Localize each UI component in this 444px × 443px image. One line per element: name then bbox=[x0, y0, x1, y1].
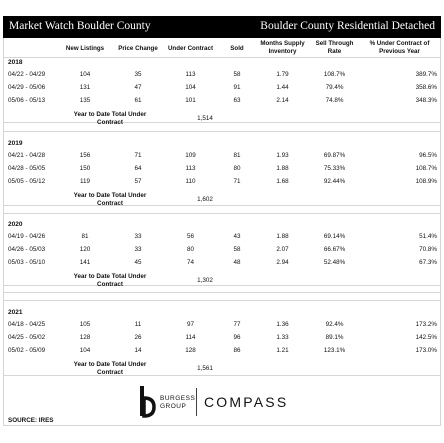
table-cell: 69.87% bbox=[323, 152, 346, 159]
table-cell: 104 bbox=[79, 71, 91, 78]
col-new-listings: New Listings bbox=[65, 45, 105, 52]
table-cell: 123.1% bbox=[323, 347, 346, 354]
table-cell: 96 bbox=[233, 334, 241, 341]
table-cell: 64 bbox=[134, 165, 142, 172]
table-cell: 109 bbox=[185, 152, 196, 159]
report-title: Market Watch Boulder County bbox=[9, 20, 151, 32]
row-date-range: 04/28 - 05/05 bbox=[8, 165, 46, 172]
table-cell: 86 bbox=[233, 347, 241, 354]
table-cell: 156 bbox=[79, 152, 91, 159]
col-months-supply: Months Supply Inventory bbox=[260, 40, 305, 55]
table-cell: 77 bbox=[233, 321, 241, 328]
ytd-label: Year to Date Total Under Contract bbox=[73, 273, 147, 288]
divider bbox=[3, 292, 441, 293]
table-cell: 66.67% bbox=[323, 246, 346, 253]
brand-logos bbox=[132, 382, 312, 422]
compass-text: COMPASS bbox=[204, 394, 289, 410]
table-cell: 120 bbox=[79, 246, 91, 253]
table-cell: 45 bbox=[134, 259, 142, 266]
burgess-text: BURGESS bbox=[160, 395, 196, 402]
row-date-range: 04/22 - 04/29 bbox=[8, 71, 46, 78]
row-date-range: 04/26 - 05/03 bbox=[8, 246, 46, 253]
table-cell: 1.93 bbox=[276, 152, 289, 159]
table-cell: 113 bbox=[185, 165, 196, 172]
table-cell: 56 bbox=[186, 233, 194, 240]
table-cell: 70.8% bbox=[419, 246, 437, 253]
col-pct-previous-year: % Under Contract of Previous Year bbox=[369, 40, 430, 55]
table-cell: 389.7% bbox=[415, 71, 437, 78]
table-cell: 75.33% bbox=[323, 165, 346, 172]
table-cell: 1.68 bbox=[276, 178, 289, 185]
row-date-range: 04/25 - 05/02 bbox=[8, 334, 46, 341]
table-cell: 92.4% bbox=[325, 321, 344, 328]
table-cell: 92.44% bbox=[323, 178, 346, 185]
table-cell: 57 bbox=[134, 178, 142, 185]
col-under-contract: Under Contract bbox=[167, 45, 214, 52]
table-cell: 58 bbox=[233, 246, 241, 253]
table-cell: 91 bbox=[233, 84, 241, 91]
table-cell: 81 bbox=[81, 233, 89, 240]
table-cell: 131 bbox=[79, 84, 91, 91]
table-cell: 74.8% bbox=[325, 97, 344, 104]
table-cell: 104 bbox=[185, 84, 196, 91]
row-date-range: 05/02 - 05/09 bbox=[8, 347, 46, 354]
table-cell: 51.4% bbox=[419, 233, 437, 240]
section-year: 2021 bbox=[8, 309, 23, 316]
table-cell: 69.14% bbox=[323, 233, 346, 240]
table-cell: 1.88 bbox=[276, 165, 289, 172]
ytd-value: 1,602 bbox=[197, 196, 213, 203]
table-cell: 141 bbox=[79, 259, 91, 266]
table-cell: 128 bbox=[185, 347, 196, 354]
ytd-label: Year to Date Total Under Contract bbox=[73, 111, 147, 126]
report-header bbox=[3, 16, 441, 38]
table-cell: 119 bbox=[79, 178, 91, 185]
table-cell: 80 bbox=[233, 165, 241, 172]
table-cell: 33 bbox=[134, 246, 142, 253]
col-sell-through: Sell Through Rate bbox=[315, 40, 354, 55]
table-cell: 52.48% bbox=[323, 259, 346, 266]
table-cell: 97 bbox=[186, 321, 194, 328]
table-cell: 2.94 bbox=[276, 259, 289, 266]
table-cell: 108.7% bbox=[323, 71, 346, 78]
table-cell: 80 bbox=[186, 246, 194, 253]
table-cell: 47 bbox=[134, 84, 142, 91]
divider bbox=[3, 300, 441, 301]
table-cell: 67.3% bbox=[419, 259, 437, 266]
table-cell: 101 bbox=[185, 97, 196, 104]
table-cell: 1.33 bbox=[276, 334, 289, 341]
logo-separator bbox=[196, 388, 197, 416]
table-cell: 33 bbox=[134, 233, 142, 240]
table-cell: 81 bbox=[233, 152, 241, 159]
table-cell: 71 bbox=[134, 152, 142, 159]
table-cell: 142.5% bbox=[415, 334, 437, 341]
table-cell: 113 bbox=[185, 71, 196, 78]
table-cell: 58 bbox=[233, 71, 241, 78]
ytd-value: 1,561 bbox=[197, 365, 213, 372]
table-cell: 14 bbox=[134, 347, 142, 354]
table-cell: 89.1% bbox=[325, 334, 344, 341]
table-cell: 2.07 bbox=[276, 246, 289, 253]
row-date-range: 04/18 - 04/25 bbox=[8, 321, 46, 328]
table-cell: 79.4% bbox=[325, 84, 344, 91]
table-cell: 1.79 bbox=[276, 71, 289, 78]
section-year: 2020 bbox=[8, 221, 23, 228]
table-cell: 110 bbox=[185, 178, 196, 185]
section-year: 2018 bbox=[8, 59, 23, 66]
table-cell: 61 bbox=[134, 97, 142, 104]
table-cell: 1.21 bbox=[276, 347, 289, 354]
table-cell: 96.5% bbox=[419, 152, 437, 159]
col-price-change: Price Change bbox=[118, 45, 158, 52]
burgess-mark-bowl bbox=[144, 398, 154, 416]
ytd-value: 1,514 bbox=[197, 115, 213, 122]
table-cell: 74 bbox=[186, 259, 194, 266]
group-text: GROUP bbox=[160, 403, 187, 410]
table-cell: 108.9% bbox=[415, 178, 437, 185]
table-cell: 173.0% bbox=[415, 347, 437, 354]
table-cell: 63 bbox=[233, 97, 241, 104]
row-date-range: 05/06 - 05/13 bbox=[8, 97, 46, 104]
table-cell: 43 bbox=[233, 233, 241, 240]
table-cell: 173.2% bbox=[415, 321, 437, 328]
table-cell: 105 bbox=[79, 321, 91, 328]
divider bbox=[3, 213, 441, 214]
table-cell: 35 bbox=[134, 71, 142, 78]
table-cell: 358.6% bbox=[415, 84, 437, 91]
ytd-value: 1,302 bbox=[197, 277, 213, 284]
row-date-range: 05/03 - 05/10 bbox=[8, 259, 46, 266]
row-date-range: 05/05 - 05/12 bbox=[8, 178, 46, 185]
logo-graphic bbox=[132, 382, 312, 422]
table-cell: 150 bbox=[79, 165, 91, 172]
ytd-label: Year to Date Total Under Contract bbox=[73, 192, 147, 207]
table-cell: 2.14 bbox=[276, 97, 289, 104]
divider bbox=[3, 57, 441, 58]
row-date-range: 04/29 - 05/06 bbox=[8, 84, 46, 91]
table-cell: 348.3% bbox=[415, 97, 437, 104]
table-cell: 48 bbox=[233, 259, 241, 266]
col-sold: Sold bbox=[230, 45, 244, 52]
table-cell: 26 bbox=[134, 334, 142, 341]
report-subtitle: Boulder County Residential Detached bbox=[260, 20, 435, 32]
table-cell: 108.7% bbox=[415, 165, 437, 172]
table-cell: 135 bbox=[79, 97, 91, 104]
table-cell: 1.88 bbox=[276, 233, 289, 240]
table-cell: 11 bbox=[134, 321, 142, 328]
table-cell: 1.44 bbox=[276, 84, 289, 91]
divider bbox=[3, 131, 441, 132]
source-note: SOURCE: IRES bbox=[8, 417, 54, 424]
table-cell: 71 bbox=[233, 178, 241, 185]
table-cell: 114 bbox=[185, 334, 196, 341]
table-cell: 104 bbox=[79, 347, 91, 354]
ytd-label: Year to Date Total Under Contract bbox=[73, 361, 147, 376]
row-date-range: 04/19 - 04/26 bbox=[8, 233, 46, 240]
table-cell: 1.36 bbox=[276, 321, 289, 328]
table-cell: 128 bbox=[79, 334, 91, 341]
section-year: 2019 bbox=[8, 140, 23, 147]
row-date-range: 04/21 - 04/28 bbox=[8, 152, 46, 159]
